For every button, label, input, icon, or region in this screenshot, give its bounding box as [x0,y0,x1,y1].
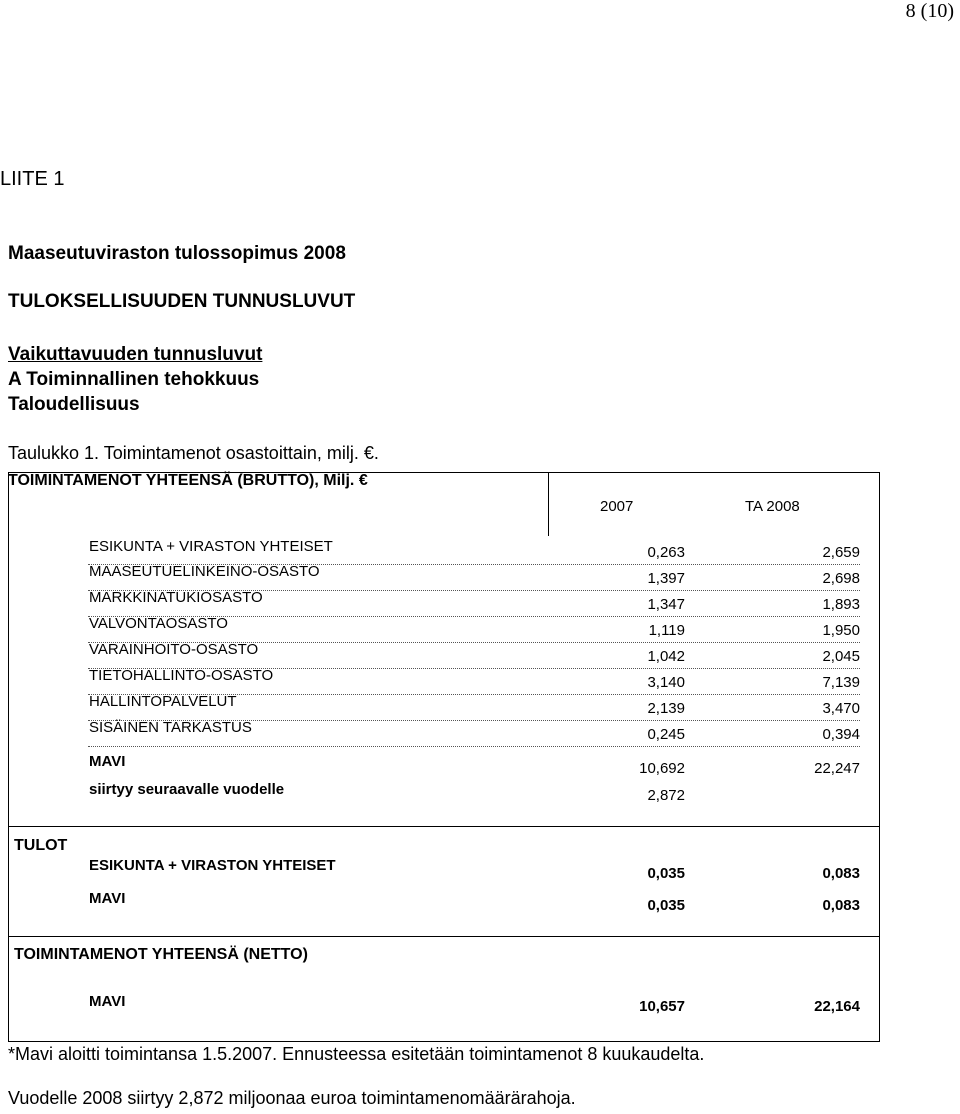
table-row-label: VALVONTAOSASTO [89,615,228,632]
table-row-value-2008: 2,698 [822,570,860,587]
page-number: 8 (10) [905,0,954,22]
document-title: Maaseutuviraston tulossopimus 2008 [8,243,346,264]
carry-over-2007: 2,872 [647,787,685,804]
mavi-total-label: MAVI [89,753,126,770]
section-divider [8,936,880,937]
net-total-heading: TOIMINTAMENOT YHTEENSÄ (NETTO) [14,946,308,963]
section-subheading: Taloudellisuus [8,394,140,415]
table-row-label: VARAINHOITO-OSASTO [89,641,259,658]
document-subtitle: TULOKSELLISUUDEN TUNNUSLUVUT [8,291,356,312]
table-row-label: HALLINTOPALVELUT [89,693,237,710]
net-row-value-2008: 22,164 [814,998,860,1015]
table-row-label: MAASEUTUELINKEINO-OSASTO [89,563,320,580]
net-row-value-2007: 10,657 [639,998,685,1015]
table-row-value-2007: 1,042 [647,648,685,665]
table-row-value-2008: 0,394 [822,726,860,743]
table-row-value-2008: 2,045 [822,648,860,665]
income-row-value-2007: 0,035 [647,865,685,882]
footnote: *Mavi aloitti toimintansa 1.5.2007. Ennusteessa esitetään toimintamenot 8 kuukaudelta. [8,1044,705,1064]
table-row-value-2008: 7,139 [822,674,860,691]
column-header-2007: 2007 [600,498,634,515]
row-divider [88,746,860,747]
table-row-label: ESIKUNTA + VIRASTON YHTEISET [89,538,333,555]
income-row-value-2008: 0,083 [822,897,860,914]
table-row-value-2007: 1,119 [648,622,685,639]
table-row-value-2007: 0,263 [647,544,685,561]
table-row-label: TIETOHALLINTO-OSASTO [89,667,274,684]
table-caption: Taulukko 1. Toimintamenot osastoittain, milj. €. [8,443,379,463]
section-subheading: A Toiminnallinen tehokkuus [8,369,260,390]
net-row-label: MAVI [89,993,126,1010]
income-row-label: MAVI [89,890,126,907]
mavi-total-2008: 22,247 [814,760,860,777]
section-divider [8,826,880,827]
table-row-label: MARKKINATUKIOSASTO [89,589,263,606]
income-row-value-2007: 0,035 [647,897,685,914]
table-row-value-2007: 1,397 [647,570,685,587]
table-row-value-2007: 3,140 [647,674,685,691]
table-row-value-2008: 1,950 [822,622,860,639]
table-row-value-2008: 3,470 [822,700,860,717]
income-row-value-2008: 0,083 [822,865,860,882]
table-row-value-2008: 1,893 [822,596,860,613]
table-row-value-2008: 2,659 [822,544,860,561]
column-divider [548,472,549,536]
mavi-total-2007: 10,692 [639,760,685,777]
footnote: Vuodelle 2008 siirtyy 2,872 miljoonaa euroa toimintamenomäärärahoja. [8,1088,576,1108]
appendix-label: LIITE 1 [0,168,65,190]
table-row-value-2007: 2,139 [647,700,685,717]
carry-over-label: siirtyy seuraavalle vuodelle [89,781,285,798]
table-row-value-2007: 0,245 [647,726,685,743]
income-heading: TULOT [14,837,68,854]
column-header-ta-2008: TA 2008 [745,498,800,515]
section-heading: Vaikuttavuuden tunnusluvut [8,344,263,365]
table-row-value-2007: 1,347 [647,596,685,613]
income-row-label: ESIKUNTA + VIRASTON YHTEISET [89,857,336,874]
table-row-label: SISÄINEN TARKASTUS [89,719,252,736]
gross-total-heading: TOIMINTAMENOT YHTEENSÄ (BRUTTO), Milj. € [8,472,368,489]
